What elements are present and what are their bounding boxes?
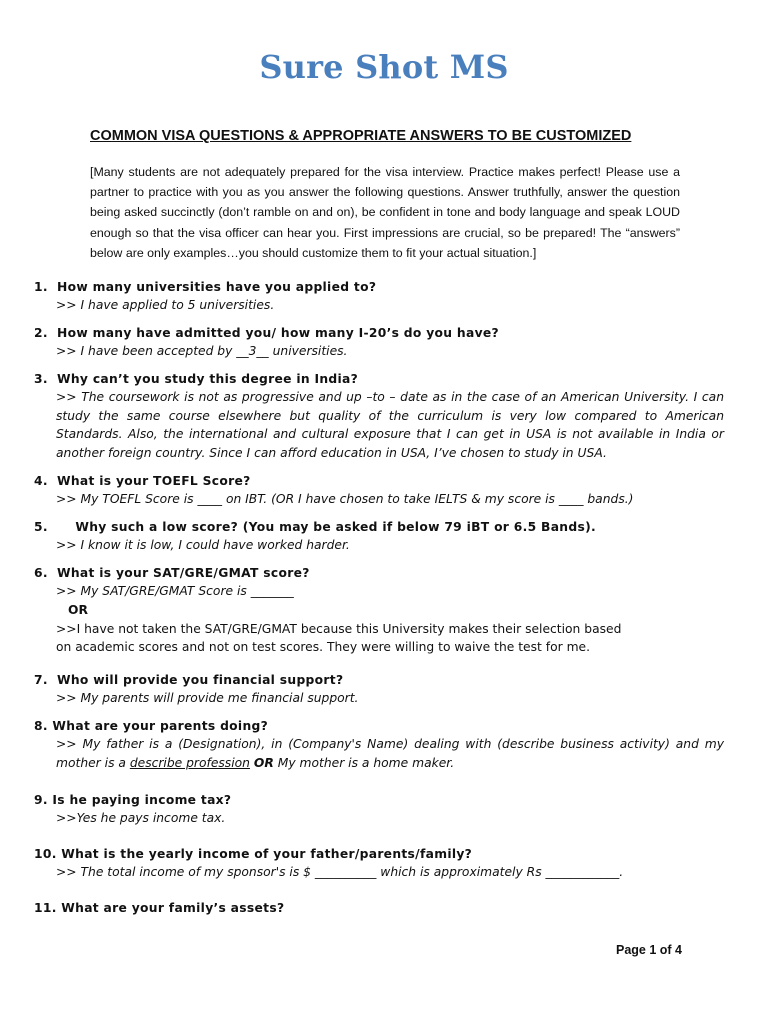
question-number: 5. — [34, 520, 48, 534]
question-text: What is your SAT/GRE/GMAT score? — [57, 566, 310, 580]
question-block-3 — [34, 370, 724, 462]
question-number: 7. — [34, 673, 48, 687]
question-block-1 — [34, 278, 724, 315]
answer-part: >> My father is a (Designation), in (Company's Name) dealing with (describe business activity) and my mother is a — [56, 737, 724, 770]
answer-alt-line: on academic scores and not on test scores. They were willing to waive the test for me. — [56, 640, 591, 654]
question-text: What are your parents doing? — [52, 719, 269, 733]
question-text: Who will provide you financial support? — [57, 673, 344, 687]
answer-text: >> My TOEFL Score is ____ on IBT. (OR I have chosen to take IELTS & my score is ____ bands.) — [56, 492, 634, 506]
answer-part: My mother is a home maker. — [273, 755, 455, 770]
question-number: 1. — [34, 280, 48, 294]
answer-text: >> I know it is low, I could have worked harder. — [56, 538, 350, 552]
answer-underlined: describe profession — [129, 755, 250, 770]
question-text: How many universities have you applied to? — [57, 280, 377, 294]
question-block-7 — [34, 671, 724, 708]
question-number: 8. — [34, 719, 48, 733]
or-separator: OR — [68, 602, 88, 617]
answer-text: >>Yes he pays income tax. — [56, 811, 226, 825]
answer-text: >> I have applied to 5 universities. — [56, 298, 275, 312]
answer-alt-line: >>I have not taken the SAT/GRE/GMAT because this University makes their selection based — [56, 621, 622, 636]
question-text: What are your family’s assets? — [61, 901, 285, 915]
page-number: Page 1 of 4 — [616, 943, 682, 957]
question-block-4 — [34, 472, 724, 509]
question-number: 9. — [34, 793, 48, 807]
answer-text: >> The total income of my sponsor's is $ __________ which is approximately Rs ____________. — [56, 865, 624, 879]
question-number: 4. — [34, 474, 48, 488]
question-block-6 — [34, 564, 724, 657]
question-block-10 — [34, 845, 724, 882]
question-number: 3. — [34, 372, 48, 386]
question-block-2 — [34, 324, 724, 361]
question-number: 11. — [34, 901, 57, 915]
question-text: How many have admitted you/ how many I-20’s do you have? — [57, 326, 499, 340]
answer-text: >> My parents will provide me financial support. — [56, 691, 359, 705]
answer-or: OR — [253, 755, 274, 770]
intro-paragraph: [Many students are not adequately prepared for the visa interview. Practice makes perfect! Please use a partner to practice with you as you answer the following questions. Answer truthfully, answer the question being asked succinctly (don’t ramble on and on), be confident in tone and body language and speak LOUD enough so that the visa officer can hear you. First impressions are crucial, so be prepared! The “answers” below are only examples…you should customize them to fit your actual situation.] — [90, 165, 680, 260]
section-heading: COMMON VISA QUESTIONS & APPROPRIATE ANSWERS TO BE CUSTOMIZED — [90, 128, 632, 144]
answer-text: >> My SAT/GRE/GMAT Score is _______ — [56, 584, 294, 598]
question-text: Why can’t you study this degree in India? — [57, 372, 359, 386]
question-text: Why such a low score? (You may be asked if below 79 iBT or 6.5 Bands). — [75, 520, 596, 534]
question-block-11 — [34, 899, 724, 917]
question-number: 2. — [34, 326, 48, 340]
question-block-8 — [34, 717, 724, 772]
document-title: Sure Shot MS — [259, 48, 509, 86]
question-text: What is the yearly income of your father/parents/family? — [61, 847, 473, 861]
answer-text: >> The coursework is not as progressive and up –to – date as in the case of an American University. I can study the same course elsewhere but quality of the curriculum is very low compared to American Standards. Also, the international and cultural exposure that I can get in USA is not available in India or another foreign country. Since I can afford education in USA, I’ve chosen to study in USA. — [56, 390, 724, 460]
answer-text — [56, 735, 724, 772]
question-block-5 — [34, 518, 724, 555]
answer-text: >> I have been accepted by __3__ universities. — [56, 344, 348, 358]
question-number: 10. — [34, 847, 57, 861]
question-text: Is he paying income tax? — [52, 793, 232, 807]
question-number: 6. — [34, 566, 48, 580]
question-block-9 — [34, 791, 724, 828]
question-text: What is your TOEFL Score? — [57, 474, 251, 488]
